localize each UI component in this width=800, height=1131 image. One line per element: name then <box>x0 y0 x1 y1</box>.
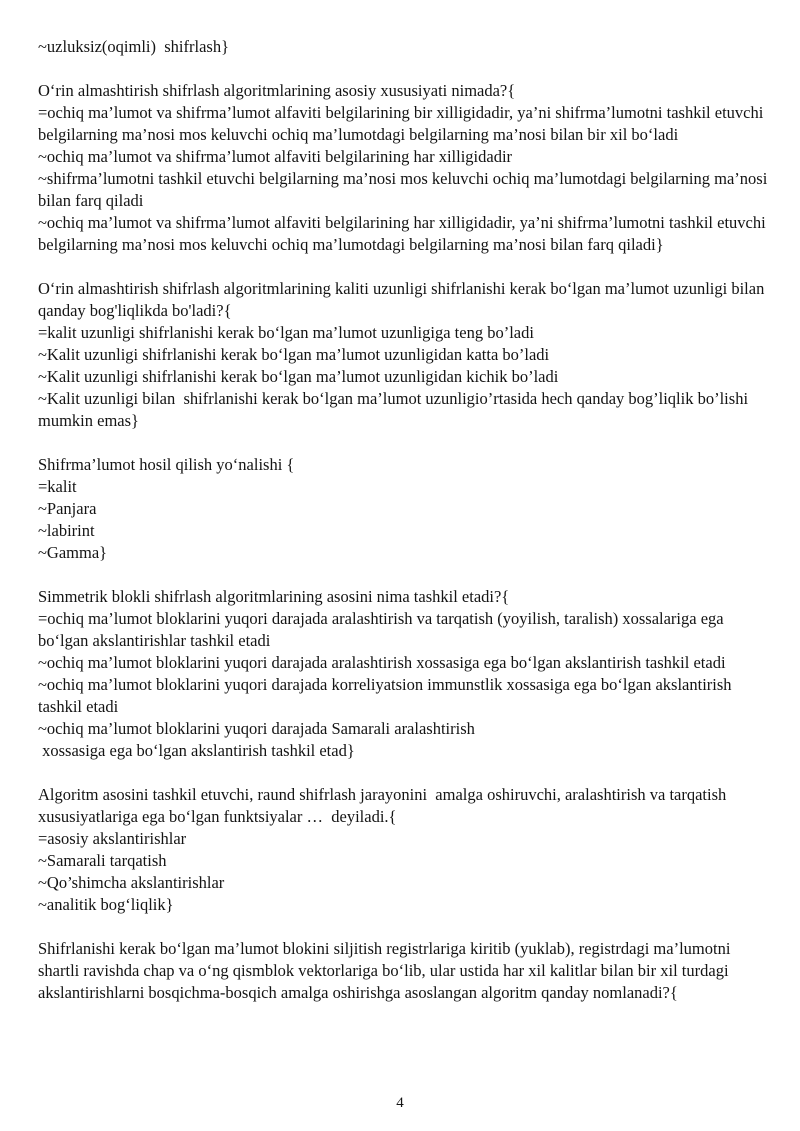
question-block <box>38 80 772 256</box>
answer-option: ~Kalit uzunligi bilan shifrlanishi kerak bo‘lgan ma’lumot uzunligio’rtasida hech qanday bog’liqlik bo’lishi mumkin emas} <box>38 389 753 430</box>
answer-option: ~ochiq ma’lumot bloklarini yuqori darajada korreliyatsion immunstlik xossasiga ega bo‘lgan akslantirish tashkil etadi <box>38 675 736 716</box>
answer-option-continuation: xossasiga ega bo‘lgan akslantirish tashkil etad} <box>38 741 355 760</box>
answer-option: ~Kalit uzunligi shifrlanishi kerak bo‘lgan ma’lumot uzunligidan katta bo’ladi <box>38 345 550 364</box>
answer-option: ~Samarali tarqatish <box>38 851 167 870</box>
page-number: 4 <box>396 1095 404 1111</box>
answer-option: ~Panjara <box>38 499 97 518</box>
question-text: Algoritm asosini tashkil etuvchi, raund shifrlash jarayonini amalga oshiruvchi, aralashtirish va tarqatish xususiyatlariga ega bo‘lgan funktsiyalar … deyiladi.{ <box>38 785 731 826</box>
question-block <box>38 36 768 58</box>
answer-option: ~shifrma’lumotni tashkil etuvchi belgilarning ma’nosi mos keluvchi ochiq ma’lumotdagi belgilarning ma’nosi bilan farq qiladi <box>38 169 772 210</box>
answer-option: ~ochiq ma’lumot va shifrma’lumot alfaviti belgilarining har xilligidadir, ya’ni shifrma’lumotni tashkil etuvchi belgilarning ma’nosi mos keluvchi ochiq ma’lumotdagi belgilarning ma’nosi bilan farq qiladi} <box>38 213 770 254</box>
answer-option-correct: =asosiy akslantirishlar <box>38 829 187 848</box>
answer-option-correct: =kalit <box>38 477 77 496</box>
question-text: Simmetrik blokli shifrlash algoritmlarining asosini nima tashkil etadi?{ <box>38 587 510 606</box>
question-text: O‘rin almashtirish shifrlash algoritmlarining asosiy xususiyati nimada?{ <box>38 81 516 100</box>
document-body <box>38 36 772 1004</box>
question-text: O‘rin almashtirish shifrlash algoritmlarining kaliti uzunligi shifrlanishi kerak bo‘lgan ma’lumot uzunligi bilan qanday bog'liqlikda bo'ladi?{ <box>38 279 769 320</box>
answer-option: ~ochiq ma’lumot va shifrma’lumot alfaviti belgilarining har xilligidadir <box>38 147 513 166</box>
answer-option: ~Qo’shimcha akslantirishlar <box>38 873 225 892</box>
answer-option-correct: =ochiq ma’lumot va shifrma’lumot alfaviti belgilarining bir xilligidadir, ya’ni shifrma’lumotni tashkil etuvchi belgilarning ma’nosi mos keluvchi ochiq ma’lumotdagi belgilarning ma’nosi bilan bir xil bo‘ladi <box>38 103 768 144</box>
question-text: Shifrma’lumot hosil qilish yo‘nalishi { <box>38 455 295 474</box>
question-text: Shifrlanishi kerak bo‘lgan ma’lumot blokini siljitish registrlariga kiritib (yuklab), registrdagi ma’lumotni shartli ravishda chap va o‘ng qismblok vektorlariga bo‘lib, ular ustida har xil kalitlar bilan bir xil turdagi akslantirishlarni bosqichma-bosqich amalga oshirishga asoslangan algoritm qanday nomlanadi?{ <box>38 939 735 1002</box>
question-block <box>38 586 768 762</box>
answer-option: ~Gamma} <box>38 543 108 562</box>
question-block <box>38 784 768 916</box>
answer-option: ~uzluksiz(oqimli) shifrlash} <box>38 37 229 56</box>
answer-option: ~Kalit uzunligi shifrlanishi kerak bo‘lgan ma’lumot uzunligidan kichik bo’ladi <box>38 367 559 386</box>
answer-option: ~ochiq ma’lumot bloklarini yuqori darajada aralashtirish xossasiga ega bo‘lgan akslantirish tashkil etadi <box>38 653 726 672</box>
question-block <box>38 938 768 1004</box>
answer-option-correct: =kalit uzunligi shifrlanishi kerak bo‘lgan ma’lumot uzunligiga teng bo’ladi <box>38 323 534 342</box>
answer-option: ~labirint <box>38 521 95 540</box>
question-block <box>38 278 768 432</box>
answer-option: ~analitik bog‘liqlik} <box>38 895 174 914</box>
answer-option: ~ochiq ma’lumot bloklarini yuqori darajada Samarali aralashtirish <box>38 719 475 738</box>
answer-option-correct: =ochiq ma’lumot bloklarini yuqori darajada aralashtirish va tarqatish (yoyilish, taralish) xossalariga ega bo‘lgan akslantirishlar tashkil etadi <box>38 609 728 650</box>
question-block <box>38 454 768 564</box>
